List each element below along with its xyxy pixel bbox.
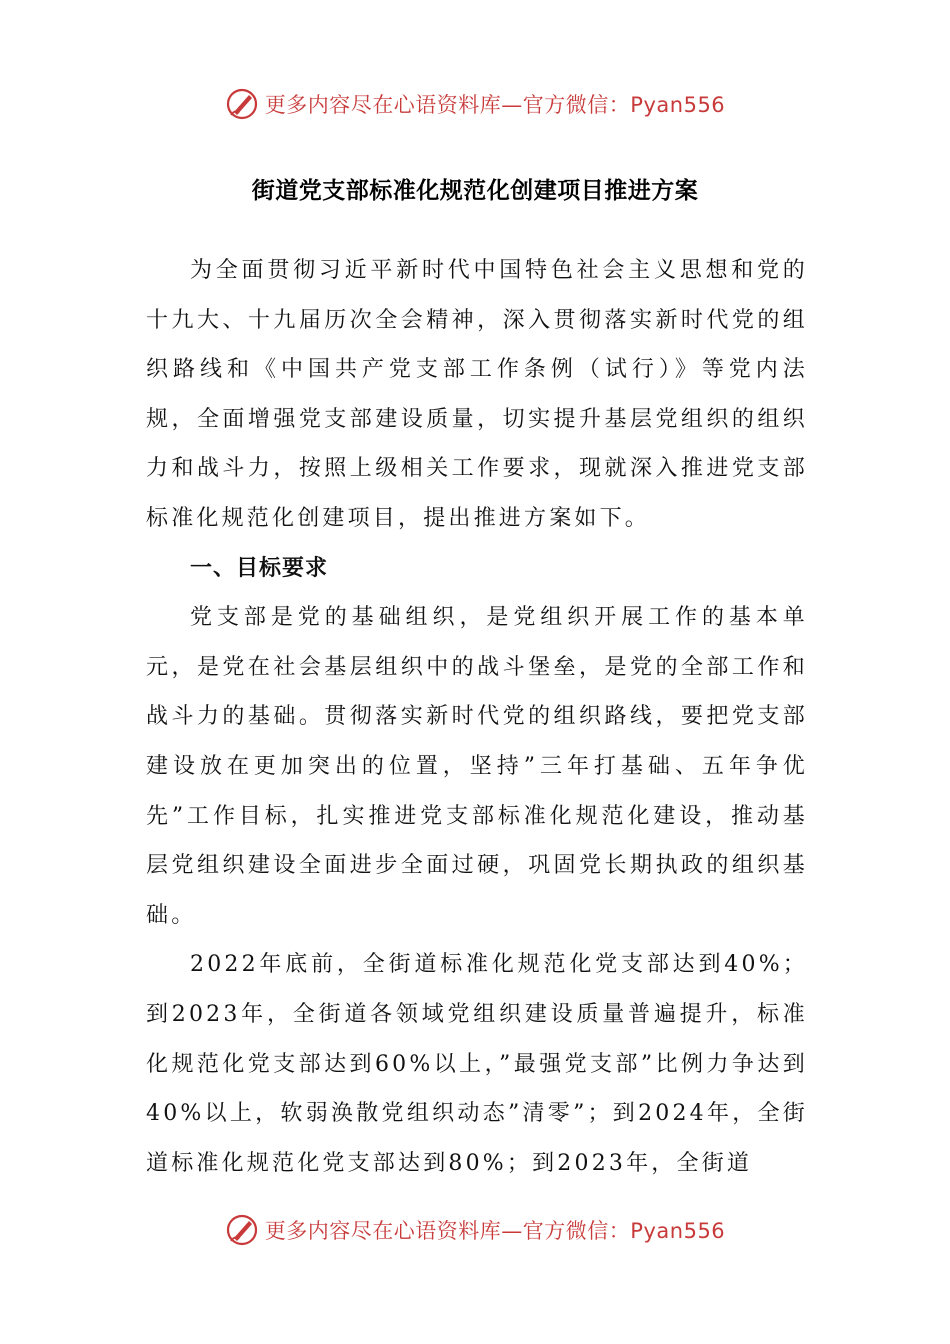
section-paragraph: 党支部是党的基础组织，是党组织开展工作的基本单元，是党在社会基层组织中的战斗堡垒，是党的全部工作和战斗力的基础。贯彻落实新时代党的组织路线，要把党支部建设放在更加突出的位置，坚持”三年打基础、五年争优先”工作目标，扎实推进党支部标准化规范化建设，推动基层党组织建设全面进步全面过硬，巩固党长期执政的组织基础。 [146,605,808,928]
document-body [146,246,808,1188]
intro-paragraph: 为全面贯彻习近平新时代中国特色社会主义思想和党的十九大、十九届历次全会精神，深入贯彻落实新时代党的组织路线和《中国共产党支部工作条例（试行）》等党内法规，全面增强党支部建设质量，切实提升基层党组织的组织力和战斗力，按照上级相关工作要求，现就深入推进党支部标准化规范化创建项目，提出推进方案如下。 [146,258,808,531]
watermark-text: 更多内容尽在心语资料库—官方微信：Pyan556 [264,1219,726,1243]
section-paragraph: 2022年底前，全街道标准化规范化党支部达到40%；到2023年，全街道各领域党组织建设质量普遍提升，标准化规范化党支部达到60%以上，”最强党支部”比例力争达到40%以上，软弱涣散党组织动态”清零”；到2024年，全街道标准化规范化党支部达到80%；到2023年，全街道 [146,952,808,1176]
watermark-text: 更多内容尽在心语资料库—官方微信：Pyan556 [264,93,726,117]
section-heading: 一、目标要求 [190,555,329,581]
footer-watermark [0,1210,950,1250]
pen-circle-logo-icon [225,1213,259,1247]
document-title: 街道党支部标准化规范化创建项目推进方案 [251,177,699,204]
pen-circle-logo-icon [225,87,259,121]
header-watermark [0,84,950,124]
